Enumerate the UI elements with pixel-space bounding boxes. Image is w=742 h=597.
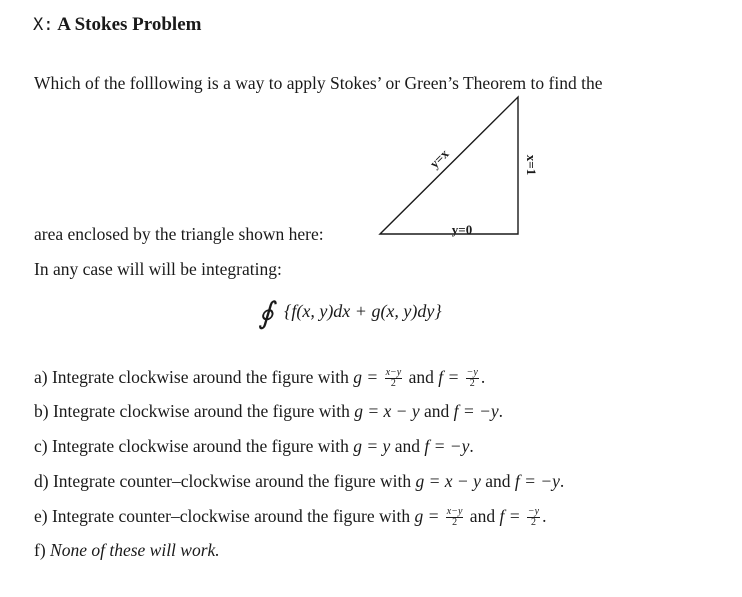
question-line-2: area enclosed by the triangle shown here:: [34, 224, 324, 244]
option-c[interactable]: c) Integrate clockwise around the figure with g = y and f = −y.: [34, 436, 474, 456]
option-a[interactable]: a) Integrate clockwise around the figure with g = $\frac{x-y}{2}$ and f = $\frac{-y}{2}$ .: [34, 367, 486, 390]
integral-expression: {f(x, y)dx + g(x, y)dy}: [284, 301, 442, 321]
question-line-1: Which of the folllowing is a way to apply Stokes’ or Green’s Theorem to find the: [34, 73, 603, 93]
triangle-figure: [375, 92, 539, 237]
line-integral: [258, 296, 442, 331]
bottom-side-label: y=0: [451, 222, 473, 237]
problem-title: [33, 14, 201, 36]
integrating-text: In any case will will be integrating:: [34, 259, 282, 279]
triangle-shape: [380, 97, 518, 234]
right-side-label: x=1: [524, 154, 539, 176]
option-b[interactable]: b) Integrate clockwise around the figure with g = x − y and f = −y.: [34, 401, 504, 421]
option-e[interactable]: e) Integrate counter–clockwise around the figure with g = $\frac{x-y}{2}$ and f = $\frac{-y}{2}$ .: [34, 506, 547, 529]
option-d[interactable]: d) Integrate counter–clockwise around the figure with g = x − y and f = −y.: [34, 471, 565, 491]
problem-title-text: A Stokes Problem: [57, 14, 202, 35]
contour-integral-symbol: ∮: [258, 297, 274, 330]
problem-label: X:: [33, 15, 54, 35]
hypotenuse-label: y=x: [426, 146, 452, 172]
option-f[interactable]: f) None of these will work.: [34, 540, 220, 560]
